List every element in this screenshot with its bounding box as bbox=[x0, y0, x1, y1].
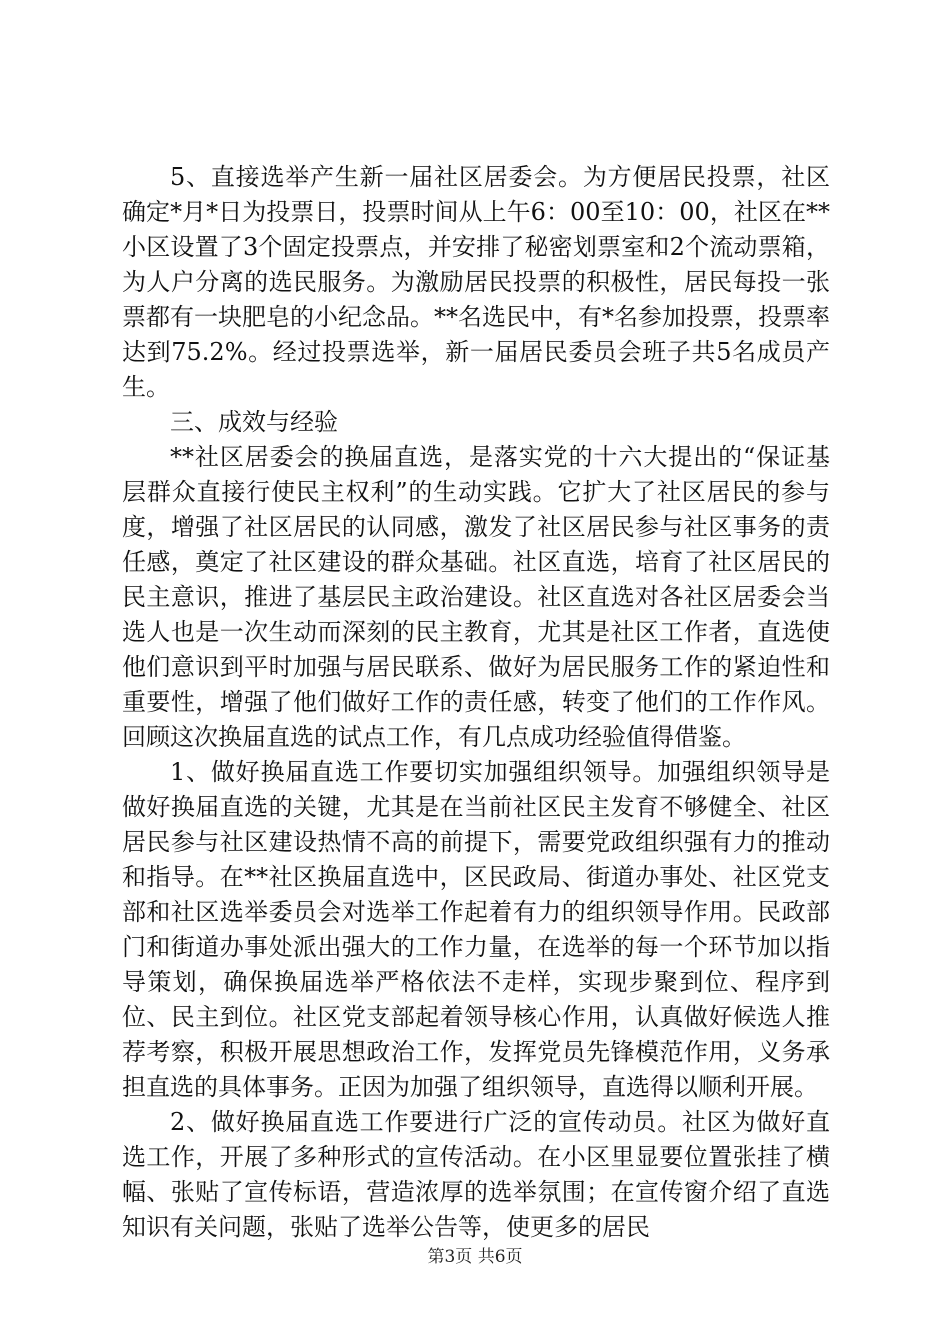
paragraph-results-overview: **社区居委会的换届直选，是落实党的十六大提出的“保证基层群众直接行使民主权利”的生动实践。它扩大了社区居民的参与度，增强了社区居民的认同感，激发了社区居民参与社区事务的责任感，奠定了社区建设的群众基础。社区直选，培育了社区居民的民主意识，推进了基层民主政治建设。社区直选对各社区居委会当选人也是一次生动而深刻的民主教育，尤其是社区工作者，直选使他们意识到平时加强与居民联系、做好为居民服务工作的紧迫性和重要性，增强了他们做好工作的责任感，转变了他们的工作作风。回顾这次换届直选的试点工作，有几点成功经验值得借鉴。 bbox=[122, 443, 830, 751]
paragraph-election-process: 5、直接选举产生新一届社区居委会。为方便居民投票，社区确定*月*日为投票日，投票时间从上午6：00至10：00，社区在**小区设置了3个固定投票点，并安排了秘密划票室和2个流动票箱，为人户分离的选民服务。为激励居民投票的积极性，居民每投一张票都有一块肥皂的小纪念品。**名选民中，有*名参加投票，投票率达到75.2%。经过投票选举，新一届居民委员会班子共5名成员产生。 bbox=[122, 163, 830, 401]
paragraph-experience-publicity: 2、做好换届直选工作要进行广泛的宣传动员。社区为做好直选工作，开展了多种形式的宣传活动。在小区里显要位置张挂了横幅、张贴了宣传标语，营造浓厚的选举氛围；在宣传窗介绍了直选知识有关问题，张贴了选举公告等，使更多的居民 bbox=[122, 1108, 830, 1241]
document-body bbox=[122, 160, 830, 1245]
section-heading-results: 三、成效与经验 bbox=[170, 408, 338, 436]
page-footer: 第3页 共6页 bbox=[427, 1247, 523, 1267]
paragraph-experience-leadership: 1、做好换届直选工作要切实加强组织领导。加强组织领导是做好换届直选的关键，尤其是在当前社区民主发育不够健全、社区居民参与社区建设热情不高的前提下，需要党政组织强有力的推动和指导。在**社区换届直选中，区民政局、街道办事处、社区党支部和社区选举委员会对选举工作起着有力的组织领导作用。民政部门和街道办事处派出强大的工作力量，在选举的每一个环节加以指导策划，确保换届选举严格依法不走样，实现步聚到位、程序到位、民主到位。社区党支部起着领导核心作用，认真做好候选人推荐考察，积极开展思想政治工作，发挥党员先锋模范作用，义务承担直选的具体事务。正因为加强了组织领导，直选得以顺利开展。 bbox=[122, 758, 830, 1101]
